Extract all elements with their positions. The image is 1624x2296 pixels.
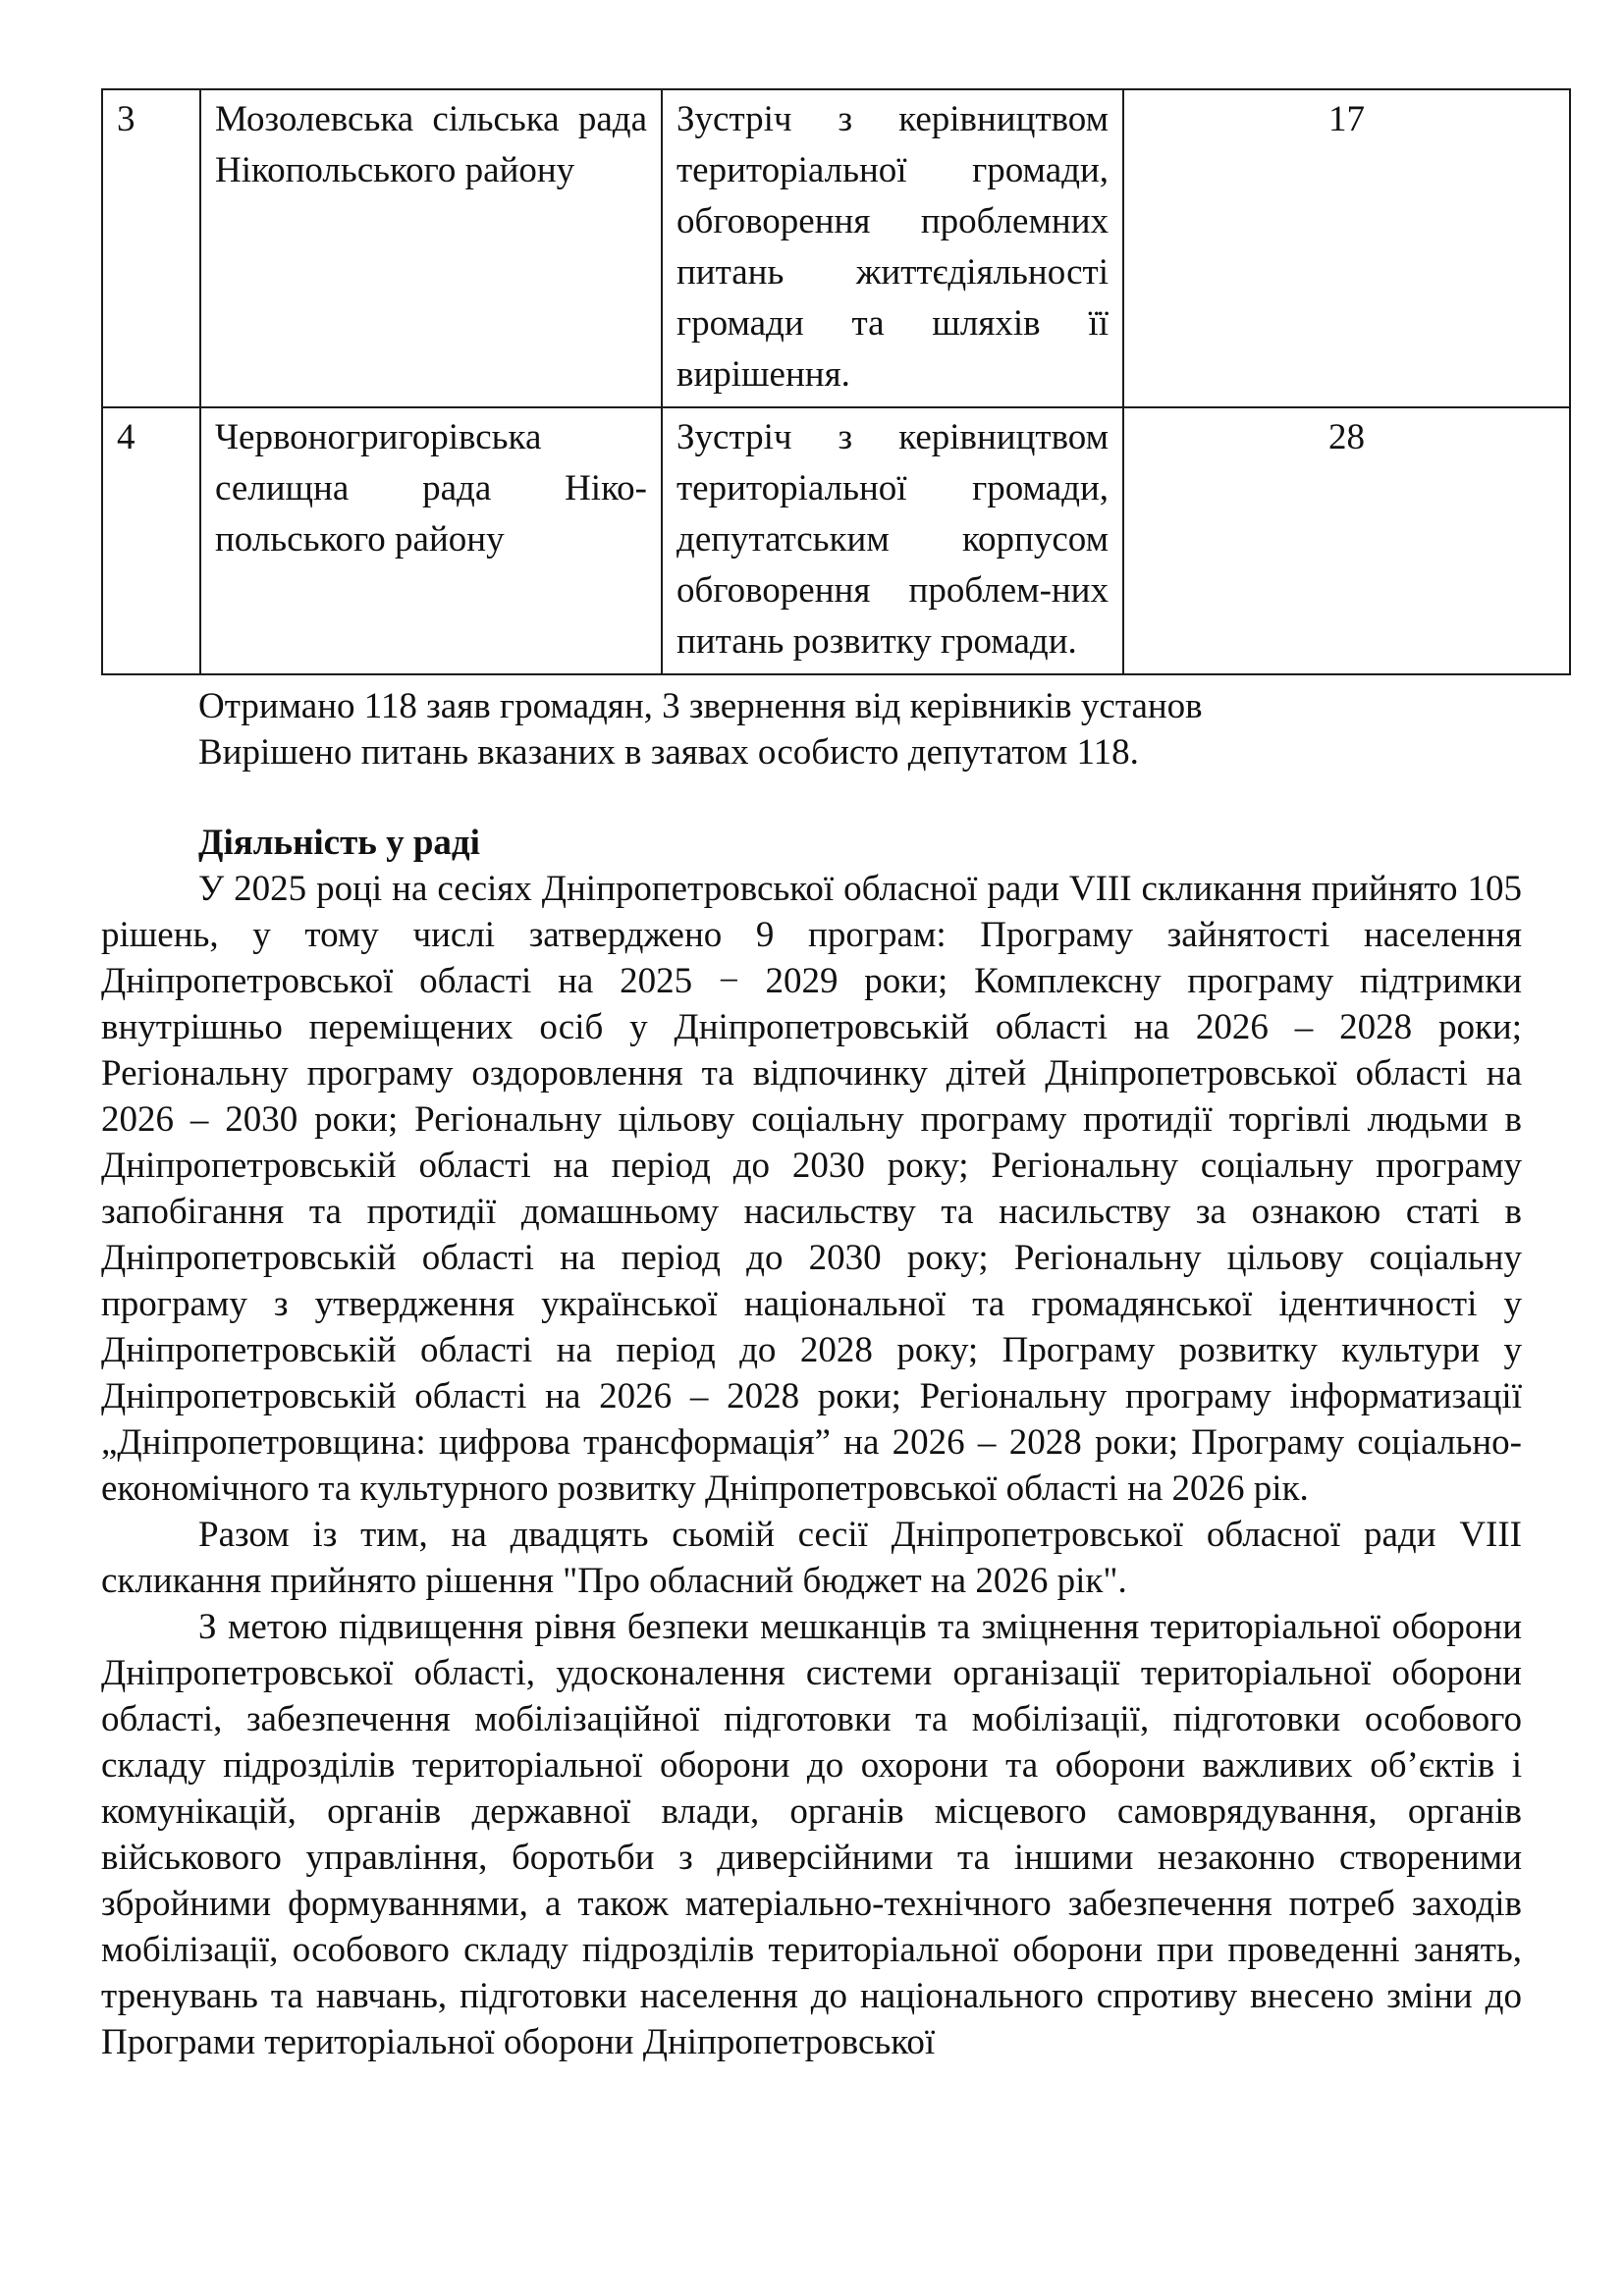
row-number-cell: 4 [102, 407, 200, 674]
count-cell: 28 [1123, 407, 1570, 674]
section-heading: Діяльність у раді [198, 823, 480, 863]
row-number-cell: 3 [102, 89, 200, 407]
table-row [102, 407, 1570, 674]
council-name-cell: Червоногригорівська селищна рада Ніко-польського району [200, 407, 662, 674]
activity-description-cell: Зустріч з керівництвом територіальної громади, депутатським корпусом обговорення проблем-них питань розвитку громади. [662, 407, 1123, 674]
summary-line-resolved: Вирішено питань вказаних в заявах особисто депутатом 118. [198, 732, 1139, 773]
activity-description-cell: Зустріч з керівництвом територіальної громади, обговорення проблемних питань життєдіяльності громади та шляхів її вирішення. [662, 89, 1123, 407]
table-row [102, 89, 1570, 407]
paragraph-budget: Разом із тим, на двадцять сьомій сесії Дніпропетровської обласної ради VIII скликання прийнято рішення "Про обласний бюджет на 2026 рік". [101, 1515, 1522, 1601]
paragraph-programs: У 2025 році на сесіях Дніпропетровської обласної ради VIII скликання прийнято 105 рішень, у тому числі затверджено 9 програм: Програму зайнятості населення Дніпропетровської області на 2025 − 2029 роки; Комплексну програму підтримки внутрішньо переміщених осіб у Дніпропетровській області на 2026 – 2028 роки; Регіональну програму оздоровлення та відпочинку дітей Дніпропетровської області на 2026 – 2030 роки; Регіональну цільову соціальну програму протидії торгівлі людьми в Дніпропетровській області на період до 2030 року; Регіональну соціальну програму запобігання та протидії домашньому насильству та насильству за ознакою статі в Дніпропетровській області на період до 2030 року; Регіональну цільову соціальну програму з утвердження української національної та громадянської ідентичності у Дніпропетровській області на період до 2028 року; Програму розвитку культури у Дніпропетровській області на 2026 – 2028 роки; Регіональну програму інформатизації „Дніпропетровщина: цифрова трансформація” на 2026 – 2028 роки; Програму соціально-економічного та культурного розвитку Дніпропетровської області на 2026 рік. [101, 869, 1522, 1509]
deputy-activities-table [101, 88, 1571, 675]
paragraph-territorial-defense: З метою підвищення рівня безпеки мешканців та зміцнення територіальної оборони Дніпропетровської області, удосконалення системи організації територіальної оборони області, забезпечення мобілізаційної підготовки та мобілізації, підготовки особового складу підрозділів територіальної оборони до охорони та оборони важливих об’єктів і комунікацій, органів державної влади, органів місцевого самоврядування, органів військового управління, боротьби з диверсійними та іншими незаконно створеними збройними формуваннями, а також матеріально-технічного забезпечення потреб заходів мобілізації, особового складу підрозділів територіальної оборони при проведенні занять, тренувань та навчань, підготовки населення до національного спротиву внесено зміни до Програми територіальної оборони Дніпропетровської [101, 1607, 1522, 2062]
council-name-cell: Мозолевська сільська рада Нікопольського району [200, 89, 662, 407]
count-cell: 17 [1123, 89, 1570, 407]
summary-line-received: Отримано 118 заяв громадян, 3 звернення від керівників установ [198, 686, 1203, 726]
